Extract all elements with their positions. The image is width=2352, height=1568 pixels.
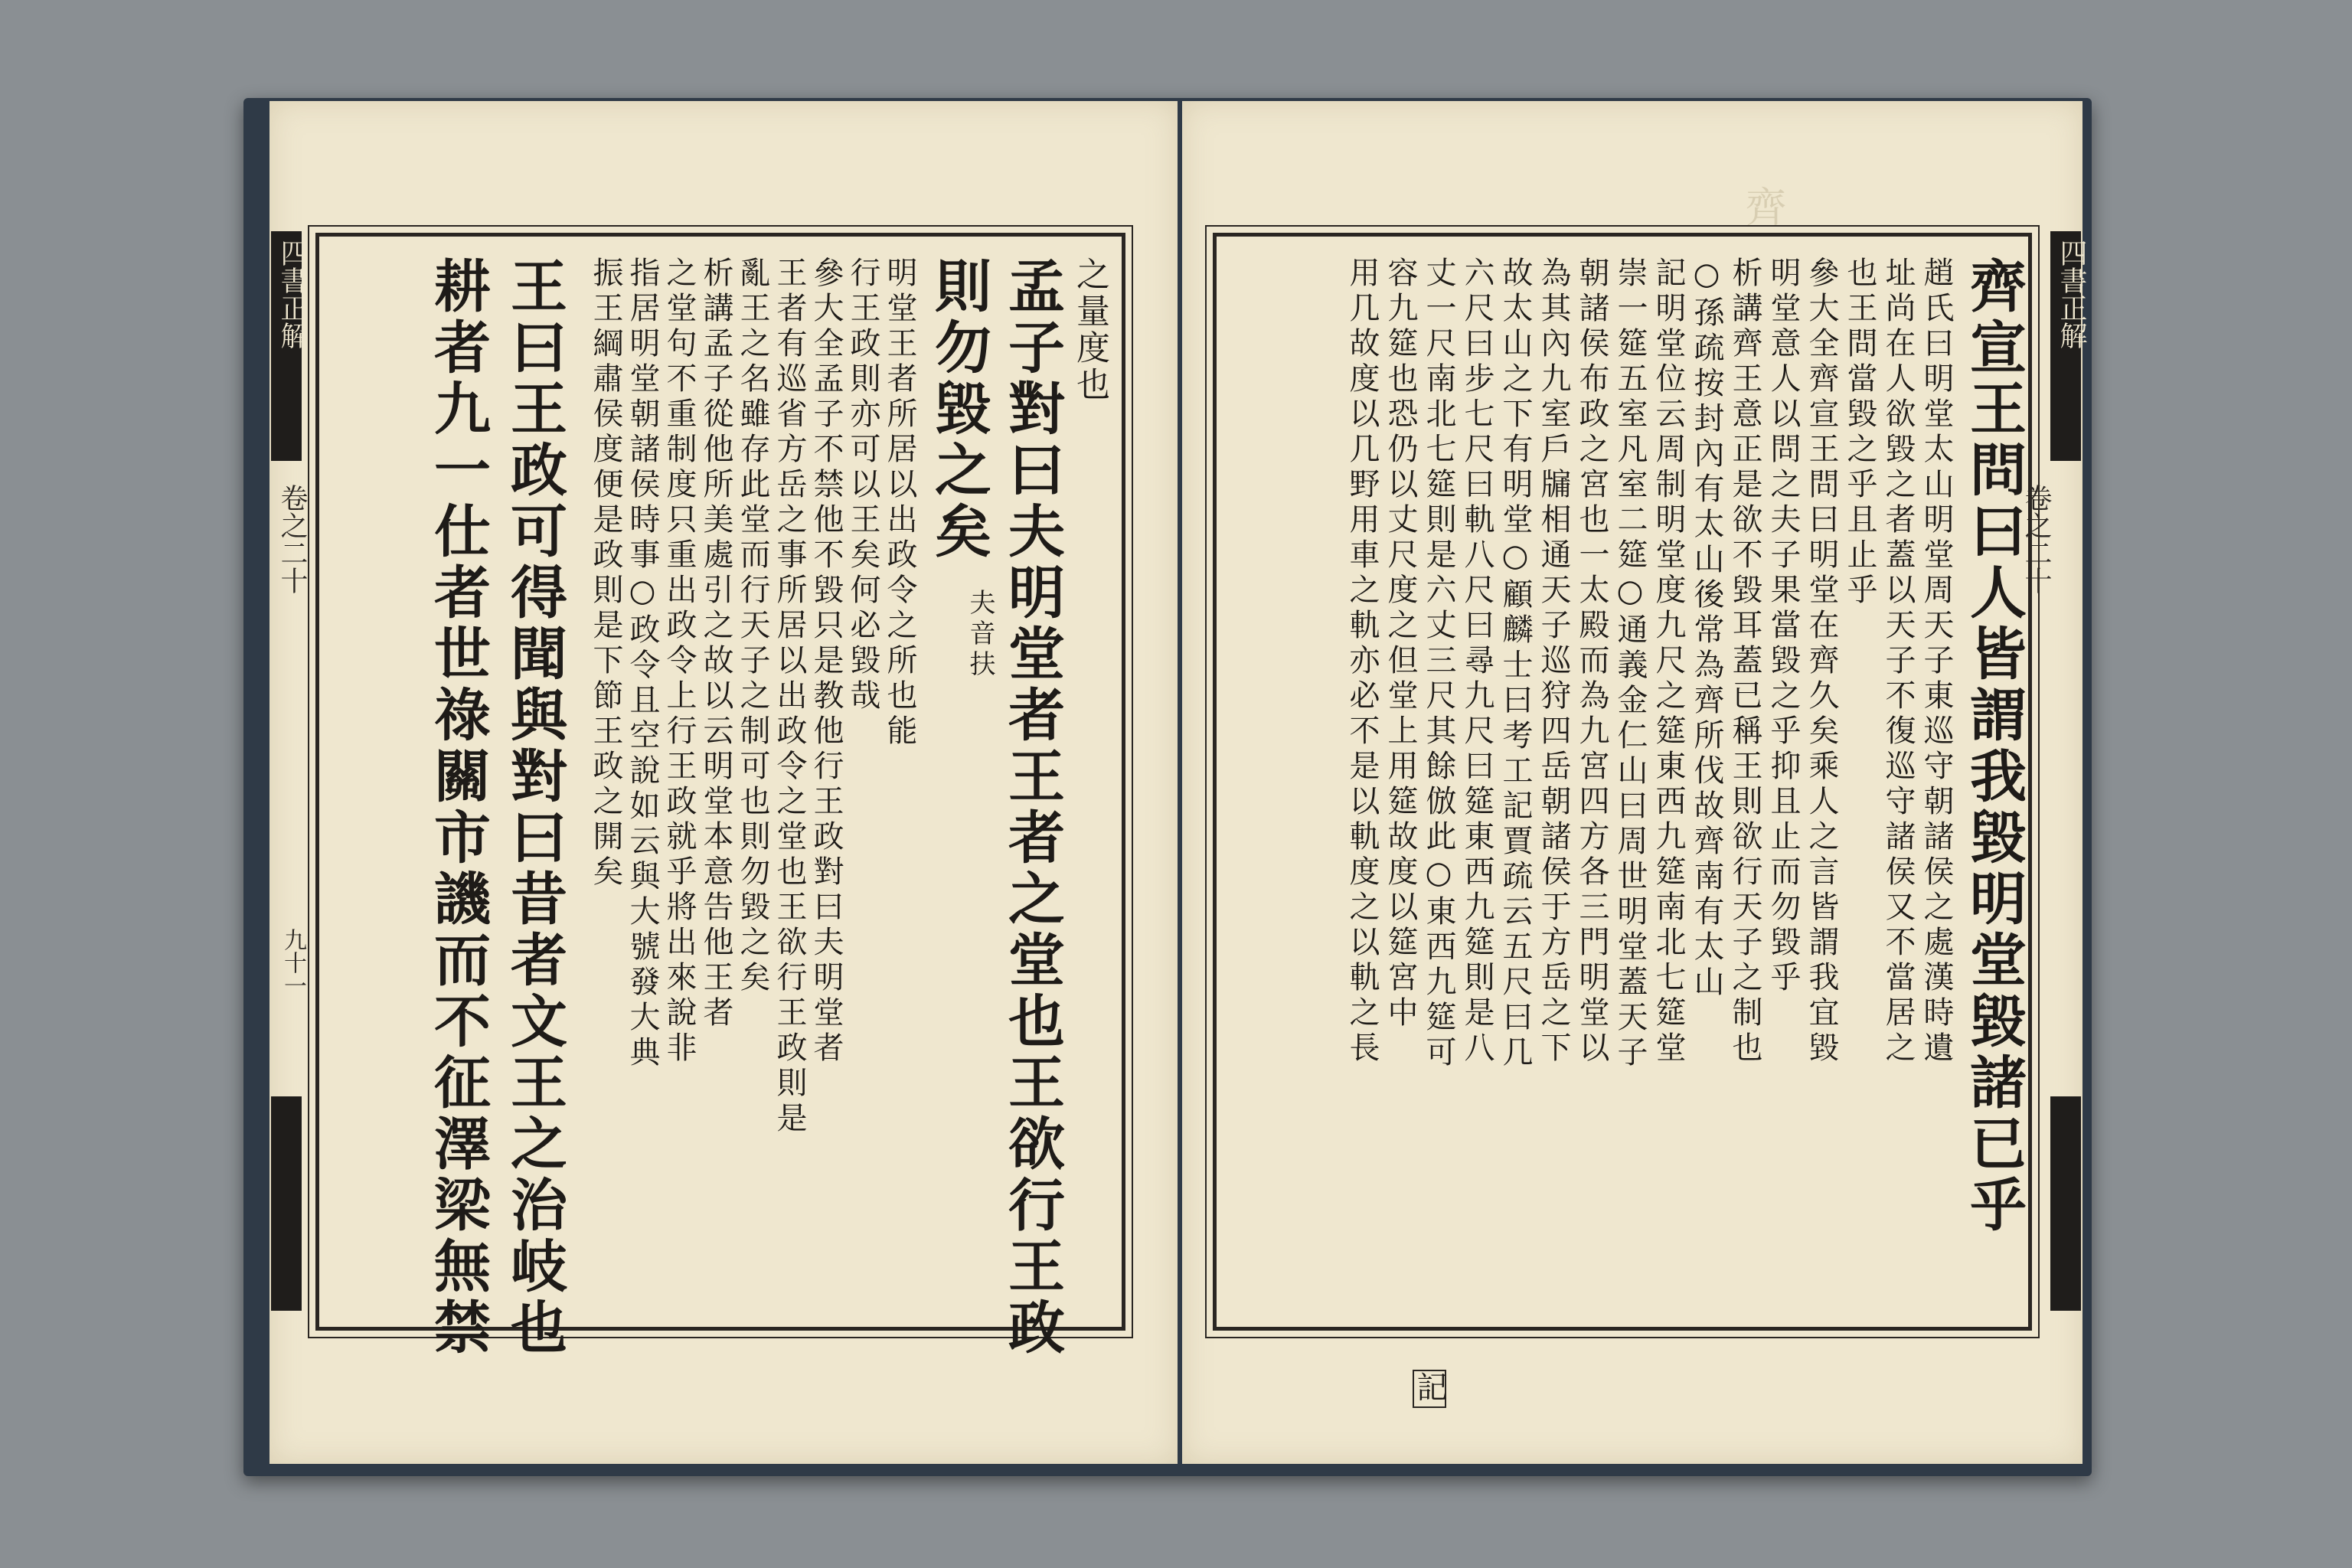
- right-comment-9: 崇一筵五室凡室二筵○通義金仁山曰周世明堂蓋天子: [1612, 256, 1648, 1071]
- left-comment-9: 振王綱肅侯度便是政則是下節王政之開矣: [588, 256, 623, 890]
- left-comment-1: 明堂王者所居以出政令之所也能: [882, 256, 917, 750]
- right-comment-4: 參大全齊宣王問曰明堂在齊久矣乘人之言皆謂我宜毀: [1804, 256, 1839, 1067]
- boxed-char: 記: [1412, 1371, 1447, 1406]
- left-comment-8: 指居明堂朝諸侯時事○政令且空說如云與大號發大典: [625, 256, 660, 1071]
- right-page: [1182, 101, 2087, 1464]
- left-edge-volume: 卷之二十: [276, 484, 308, 594]
- left-comment-5: 亂王之名雖存此堂而行天子之制可也則勿毀之矣: [735, 256, 770, 996]
- right-comment-11: 為其內九室戶牖相通天子巡狩四岳朝諸侯于方岳之下: [1536, 256, 1571, 1067]
- right-comment-2: 址尚在人欲毀之者蓋以天子不復巡守諸侯又不當居之: [1880, 256, 1916, 1067]
- left-edge-title: 四書正解: [276, 239, 308, 349]
- left-main-line-4: 耕者九一仕者世祿關市譏而不征澤梁無禁: [425, 256, 491, 1359]
- right-text-frame: [1213, 233, 2032, 1406]
- right-comment-14: 丈一尺南北七筵則是六丈三尺其餘倣此○東西九筵可: [1421, 256, 1456, 1071]
- right-main-line-1: 齊宣王問曰人皆謂我毀明堂毀諸已乎: [1961, 256, 2027, 1236]
- right-comment-15: 容九筵也恐仍以丈尺度之但堂上用筵故度以筵宮中: [1383, 256, 1418, 1031]
- left-comment-7: 之堂句不重制度只重出政令上行王政就乎將出來說非: [662, 256, 697, 1067]
- left-main-line-1: 孟子對曰夫明堂者王者之堂也王欲行王政: [999, 256, 1065, 1359]
- left-comment-6: 析講孟子從他所美處引之故以云明堂本意告他王者: [698, 256, 733, 1031]
- right-edge-tab-bottom: [2050, 1096, 2081, 1311]
- right-comment-1: 趙氏曰明堂太山明堂周天子東巡守朝諸侯之處漢時遺: [1919, 256, 1954, 1067]
- right-boxed-label: [1413, 1370, 1446, 1408]
- left-comment-4: 王者有巡省方岳之事所居以出政令之堂也王欲行王政則是: [772, 256, 807, 1137]
- show-through-char-1: 齊: [1739, 185, 1787, 237]
- right-comment-10: 朝諸侯布政之宮也一太殿而為九宮四方各三門明堂以: [1574, 256, 1609, 1067]
- right-edge-volume: 卷之二十: [2020, 484, 2052, 594]
- left-comment-2: 行王政則亦可以王矣何必毀哉: [845, 256, 880, 714]
- right-edge-title: 四書正解: [2056, 239, 2087, 349]
- left-edge-tab-bottom: [271, 1096, 302, 1311]
- right-comment-3: 也王問當毀之乎且止乎: [1842, 256, 1877, 609]
- left-main-line-2: 則勿毀之矣: [926, 256, 991, 563]
- right-comment-13: 六尺曰步七尺曰軌八尺曰尋九尺曰筵東西九筵則是八: [1459, 256, 1494, 1067]
- left-text-frame: [315, 233, 1125, 1359]
- left-header-col: 之量度也: [1070, 256, 1109, 403]
- right-comment-5: 明堂意人以問之夫子果當毀之乎抑且止而勿毀乎: [1766, 256, 1801, 996]
- book: [243, 98, 2092, 1476]
- right-comment-16: 用几故度以几野用車之軌亦必不是以軌度之以軌之長: [1344, 256, 1380, 1067]
- right-comment-8: 記明堂位云周制明堂度九尺之筵東西九筵南北七筵堂: [1651, 256, 1686, 1067]
- left-page: [270, 101, 1178, 1464]
- left-edge-folio: 九十一: [279, 928, 306, 997]
- left-comment-3: 參大全孟子不禁他不毀只是教他行王政對曰夫明堂者: [808, 256, 844, 1067]
- right-comment-7: ○孫疏按封內有太山後常為齊所伐故齊南有太山: [1689, 256, 1724, 1001]
- left-main-line-2-note: 夫音扶: [965, 589, 995, 681]
- right-comment-6: 析講齊王意正是欲不毀耳蓋已稱王則欲行天子之制也: [1727, 256, 1762, 1067]
- right-comment-12: 故太山之下有明堂○顧麟士曰考工記賈疏云五尺曰几: [1498, 256, 1533, 1071]
- left-main-line-3: 王曰王政可得聞與對曰昔者文王之治岐也: [501, 256, 567, 1359]
